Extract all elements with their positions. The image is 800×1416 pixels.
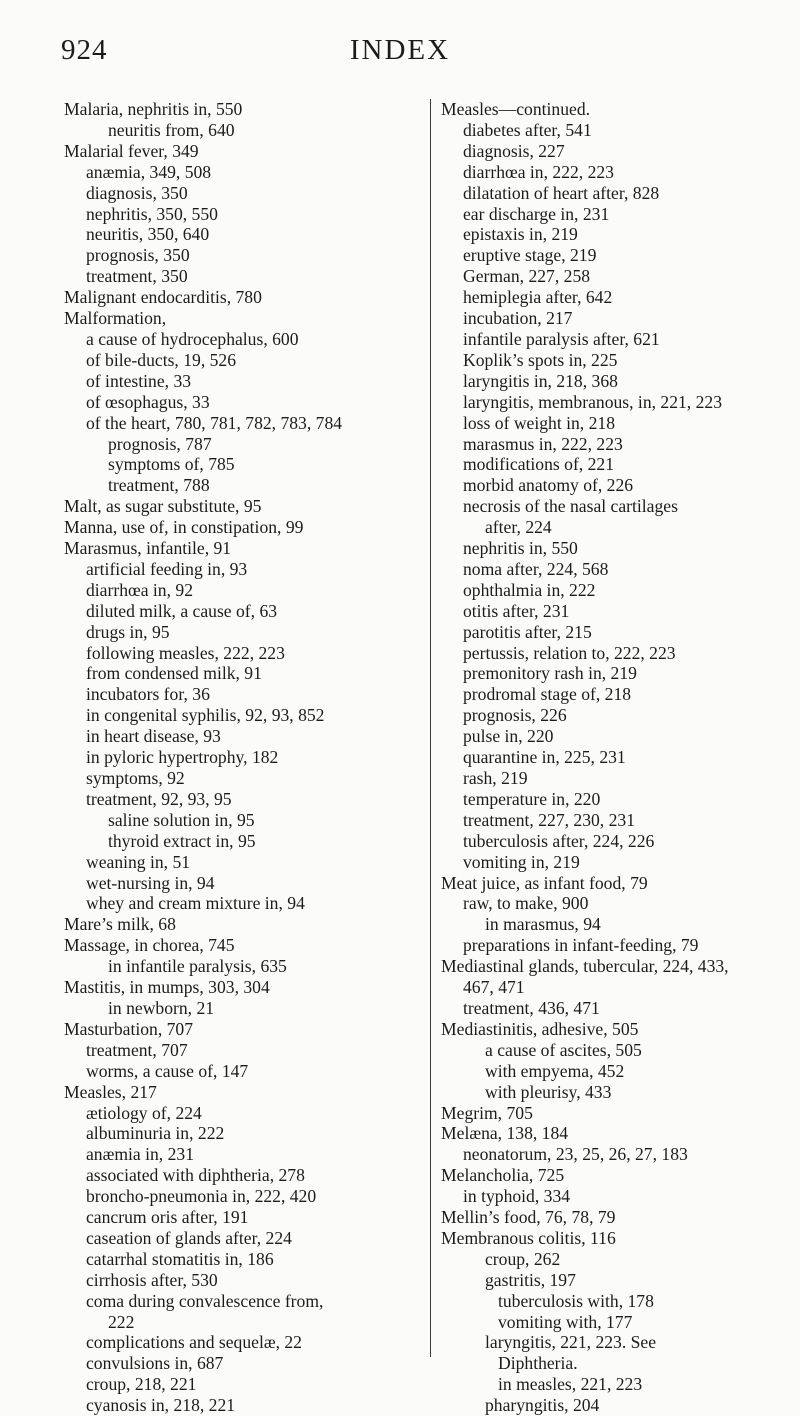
index-entry: premonitory rash in, 219 (463, 663, 637, 684)
index-entry: prognosis, 787 (108, 433, 212, 454)
index-entry: modifications of, 221 (463, 454, 614, 475)
index-entry: in infantile paralysis, 635 (108, 956, 287, 977)
index-entry: pharyngitis, 204 (485, 1395, 600, 1416)
index-entry: Measles—continued. (441, 99, 591, 119)
index-entry: treatment, 707 (86, 1039, 188, 1060)
index-entry: ophthalmia in, 222 (463, 579, 596, 600)
index-entry: Malaria, nephritis in, 550 (64, 99, 243, 119)
index-entry: laryngitis, 221, 223. See (485, 1332, 657, 1353)
index-entry: vomiting with, 177 (498, 1311, 633, 1332)
index-entry: Mellin’s food, 76, 78, 79 (441, 1207, 616, 1228)
index-entry: thyroid extract in, 95 (108, 830, 256, 851)
index-entry: of intestine, 33 (86, 370, 192, 391)
index-entry: associated with diphtheria, 278 (86, 1165, 305, 1186)
index-entry: in measles, 221, 223 (498, 1374, 643, 1395)
index-entry: of the heart, 780, 781, 782, 783, 784 (86, 412, 343, 433)
column-divider (430, 99, 431, 1357)
index-entry: Manna, use of, in constipation, 99 (64, 517, 304, 538)
index-entry: symptoms of, 785 (108, 454, 235, 475)
index-entry: Massage, in chorea, 745 (64, 935, 235, 956)
page-number: 924 (61, 34, 108, 66)
index-entry: pertussis, relation to, 222, 223 (463, 642, 676, 663)
index-entry: convulsions in, 687 (86, 1353, 224, 1374)
index-entry: treatment, 436, 471 (463, 997, 600, 1018)
index-entry: treatment, 227, 230, 231 (463, 809, 635, 830)
index-entry: diagnosis, 350 (86, 182, 188, 203)
index-entry: cancrum oris after, 191 (86, 1207, 249, 1228)
index-entry: after, 224 (485, 517, 552, 538)
index-entry: epistaxis in, 219 (463, 224, 578, 245)
page-header (0, 34, 800, 74)
index-entry: parotitis after, 215 (463, 621, 592, 642)
index-entry: quarantine in, 225, 231 (463, 747, 626, 768)
index-entry: 467, 471 (463, 977, 525, 998)
index-entry: necrosis of the nasal cartilages (463, 496, 678, 517)
index-entry: diagnosis, 227 (463, 140, 565, 161)
index-entry: incubators for, 36 (86, 684, 210, 705)
index-entry: croup, 262 (485, 1248, 561, 1269)
index-entry: cirrhosis after, 530 (86, 1269, 218, 1290)
index-entry: rash, 219 (463, 768, 528, 788)
index-entry: raw, to make, 900 (463, 893, 589, 914)
index-entry: nephritis in, 550 (463, 538, 578, 559)
index-entry: Masturbation, 707 (64, 1018, 194, 1039)
index-entry: a cause of hydrocephalus, 600 (86, 328, 299, 349)
index-entry: neuritis, 350, 640 (86, 224, 210, 245)
index-entry: complications and sequelæ, 22 (86, 1332, 302, 1353)
index-entry: in heart disease, 93 (86, 726, 221, 747)
index-column-right (441, 99, 781, 1416)
index-entry: Mediastinal glands, tubercular, 224, 433, (441, 956, 729, 977)
index-entry: prognosis, 226 (463, 705, 567, 726)
index-entry: wet-nursing in, 94 (86, 872, 215, 893)
index-entry: Marasmus, infantile, 91 (64, 538, 232, 559)
index-entry: caseation of glands after, 224 (86, 1227, 292, 1248)
index-entry: Malformation, (64, 308, 167, 329)
index-entry: with empyema, 452 (485, 1060, 625, 1081)
index-entry: Diphtheria. (498, 1353, 578, 1374)
index-entry: catarrhal stomatitis in, 186 (86, 1248, 274, 1269)
index-entry: broncho-pneumonia in, 222, 420 (86, 1186, 317, 1207)
index-entry: Koplik’s spots in, 225 (463, 349, 618, 370)
index-entry: pulse in, 220 (463, 726, 554, 747)
index-entry: croup, 218, 221 (86, 1374, 197, 1395)
index-entry: a cause of ascites, 505 (485, 1039, 642, 1060)
index-entry: laryngitis in, 218, 368 (463, 370, 618, 391)
index-entry: nephritis, 350, 550 (86, 203, 218, 224)
index-entry: diluted milk, a cause of, 63 (86, 600, 278, 621)
index-entry: German, 227, 258 (463, 266, 591, 287)
index-entry: prognosis, 350 (86, 245, 190, 266)
index-entry: otitis after, 231 (463, 600, 570, 621)
index-entry: temperature in, 220 (463, 788, 601, 809)
index-entry: in typhoid, 334 (463, 1186, 571, 1207)
index-entry: of œsophagus, 33 (86, 391, 210, 412)
index-entry: Mastitis, in mumps, 303, 304 (64, 977, 270, 998)
index-entry: laryngitis, membranous, in, 221, 223 (463, 391, 722, 412)
index-entry: in pyloric hypertrophy, 182 (86, 747, 279, 768)
index-entry: 222 (108, 1311, 135, 1332)
index-entry: in marasmus, 94 (485, 914, 601, 935)
index-entry: eruptive stage, 219 (463, 245, 597, 266)
index-entry: with pleurisy, 433 (485, 1081, 612, 1102)
index-entry: hemiplegia after, 642 (463, 287, 613, 308)
index-entry: saline solution in, 95 (108, 809, 255, 830)
index-entry: marasmus in, 222, 223 (463, 433, 623, 454)
page-title: INDEX (349, 34, 451, 66)
index-entry: diarrhœa in, 92 (86, 579, 193, 600)
index-entry: Mediastinitis, adhesive, 505 (441, 1018, 639, 1039)
index-entry: diabetes after, 541 (463, 119, 592, 140)
index-entry: weaning in, 51 (86, 851, 191, 872)
index-entry: of bile-ducts, 19, 526 (86, 349, 237, 370)
index-entry: cyanosis in, 218, 221 (86, 1395, 236, 1416)
index-entry: loss of weight in, 218 (463, 412, 615, 433)
index-entry: dilatation of heart after, 828 (463, 182, 660, 203)
index-entry: symptoms, 92 (86, 768, 185, 788)
index-entry: treatment, 350 (86, 266, 188, 287)
index-entry: diarrhœa in, 222, 223 (463, 161, 614, 182)
index-entry: coma during convalescence from, (86, 1290, 324, 1311)
index-entry: treatment, 92, 93, 95 (86, 788, 232, 809)
index-entry: in newborn, 21 (108, 997, 215, 1018)
index-entry: anæmia, 349, 508 (86, 161, 212, 182)
index-entry: incubation, 217 (463, 308, 573, 329)
index-entry: artificial feeding in, 93 (86, 558, 248, 579)
index-entry: Meat juice, as infant food, 79 (441, 872, 648, 893)
index-entry: worms, a cause of, 147 (86, 1060, 249, 1081)
index-entry: Membranous colitis, 116 (441, 1227, 616, 1248)
index-entry: neonatorum, 23, 25, 26, 27, 183 (463, 1144, 688, 1165)
index-entry: infantile paralysis after, 621 (463, 328, 660, 349)
index-entry: following measles, 222, 223 (86, 642, 285, 663)
index-entry: albuminuria in, 222 (86, 1123, 225, 1144)
index-entry: drugs in, 95 (86, 621, 170, 642)
index-entry: neuritis from, 640 (108, 119, 235, 140)
index-entry: Megrim, 705 (441, 1102, 533, 1123)
index-entry: vomiting in, 219 (463, 851, 580, 872)
index-entry: morbid anatomy of, 226 (463, 475, 634, 496)
index-entry: Malignant endocarditis, 780 (64, 287, 262, 308)
index-entry: ear discharge in, 231 (463, 203, 610, 224)
index-entry: Mare’s milk, 68 (64, 914, 176, 935)
index-entry: Measles, 217 (64, 1081, 157, 1102)
index-entry: Malarial fever, 349 (64, 140, 199, 161)
index-entry: Malt, as sugar substitute, 95 (64, 496, 262, 517)
index-entry: gastritis, 197 (485, 1269, 576, 1290)
index-column-left (64, 99, 404, 1416)
index-entry: preparations in infant-feeding, 79 (463, 935, 699, 956)
index-entry: noma after, 224, 568 (463, 558, 609, 579)
index-entry: from condensed milk, 91 (86, 663, 262, 684)
index-entry: Melancholia, 725 (441, 1165, 565, 1186)
index-entry: prodromal stage of, 218 (463, 684, 632, 705)
index-entry: anæmia in, 231 (86, 1144, 194, 1165)
index-entry: tuberculosis with, 178 (498, 1290, 654, 1311)
index-entry: Melæna, 138, 184 (441, 1123, 569, 1144)
index-entry: in congenital syphilis, 92, 93, 852 (86, 705, 325, 726)
index-entry: ætiology of, 224 (86, 1102, 202, 1123)
index-entry: tuberculosis after, 224, 226 (463, 830, 655, 851)
index-entry: whey and cream mixture in, 94 (86, 893, 305, 914)
index-entry: treatment, 788 (108, 475, 210, 496)
